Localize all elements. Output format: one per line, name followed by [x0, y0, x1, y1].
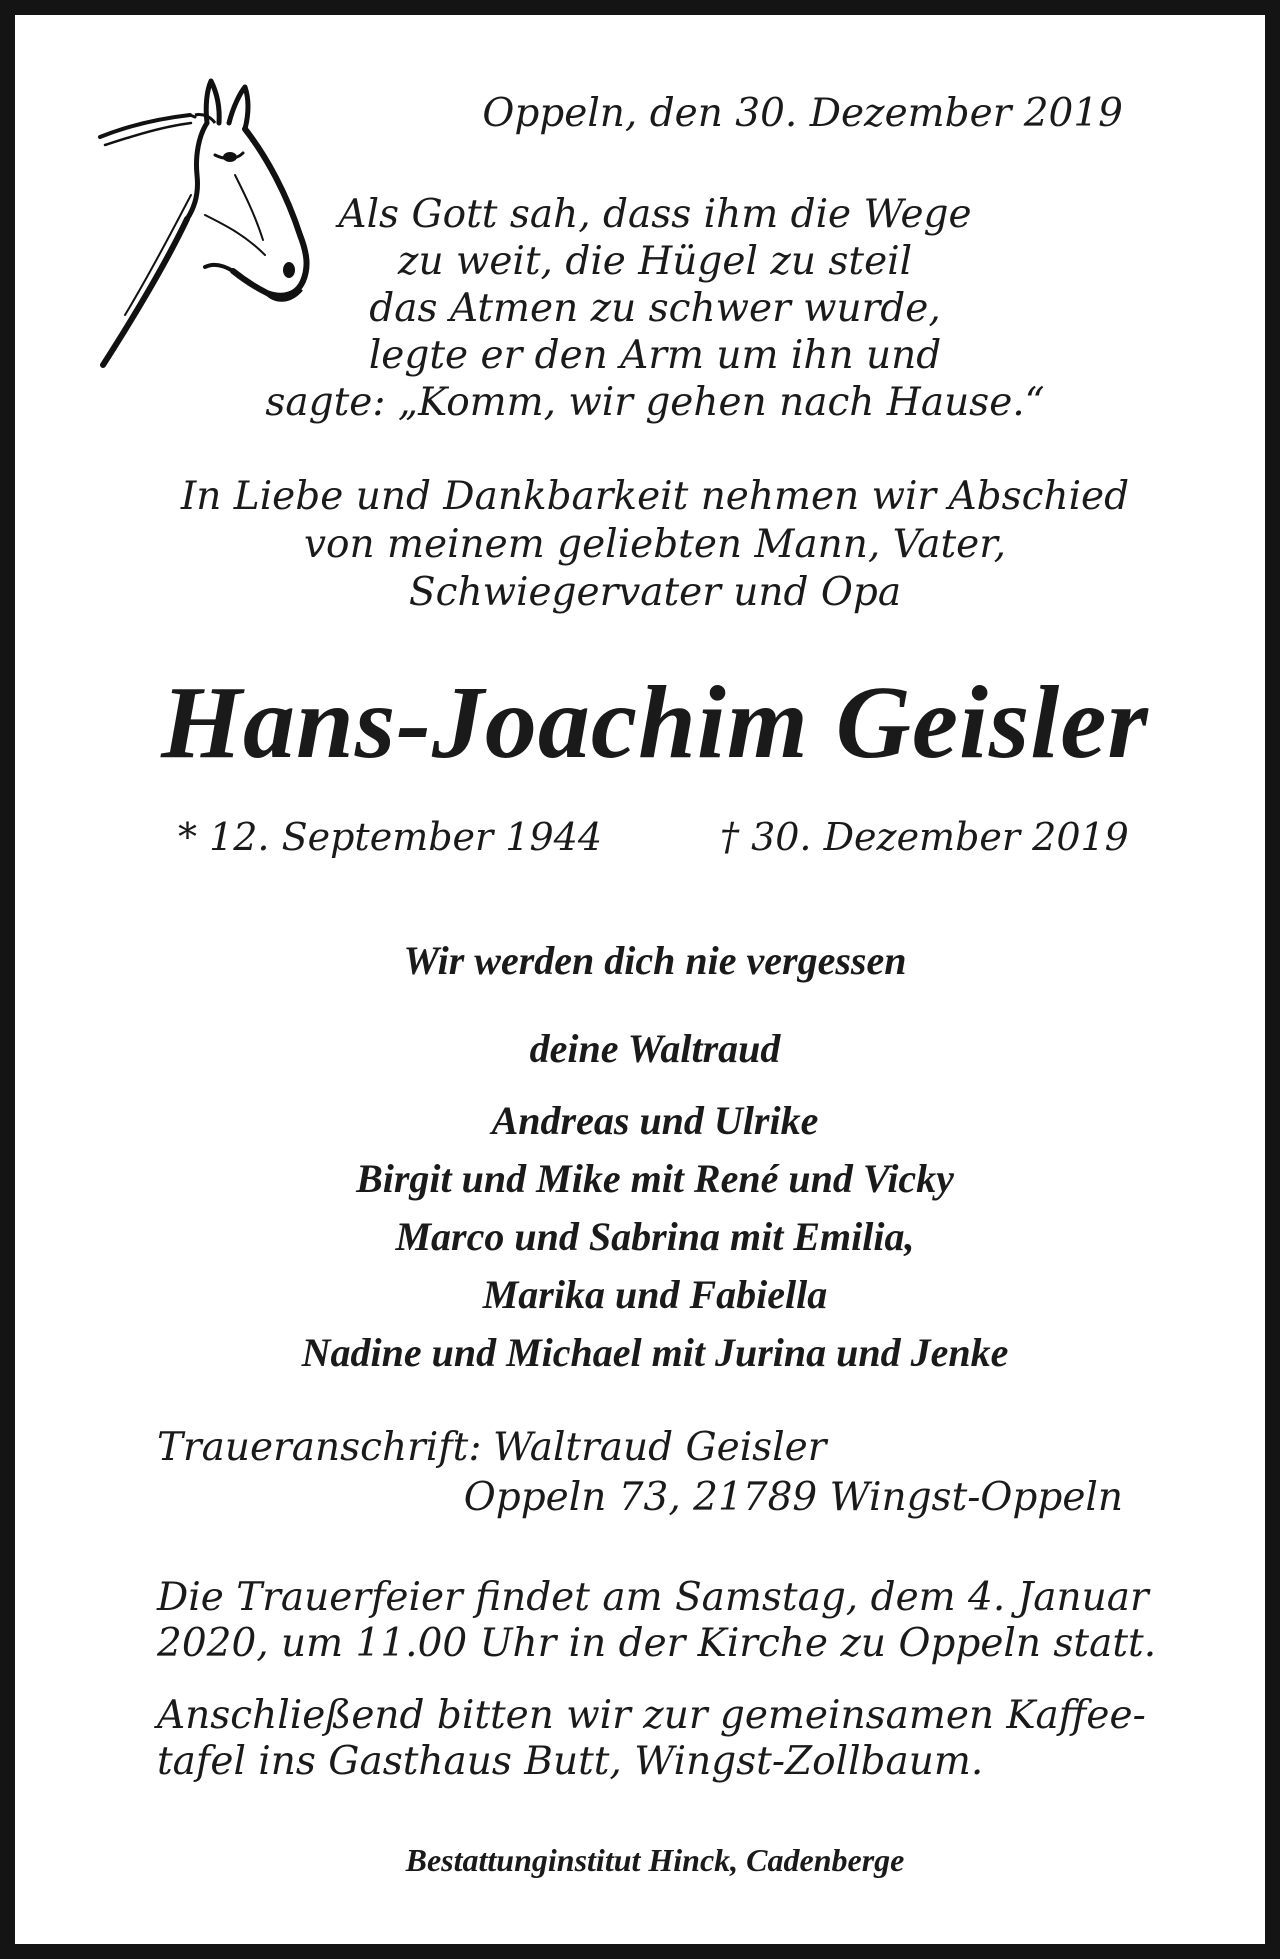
birth-date: * 12. September 1944 — [178, 815, 602, 859]
mourner-wife: deine Waltraud — [529, 1026, 781, 1071]
deceased-name: Hans-Joachim Geisler — [161, 665, 1149, 780]
ceremony-line: 2020, um 11.00 Uhr in der Kirche zu Oppeln statt. — [157, 1621, 1157, 1666]
address-name: Waltraud Geisler — [493, 1425, 827, 1470]
coffee-line: tafel ins Gasthaus Butt, Wingst-Zollbaum. — [157, 1739, 984, 1784]
poem-line: sagte: „Komm, wir gehen nach Hause.“ — [265, 380, 1045, 425]
address-label: Traueranschrift: — [157, 1425, 482, 1470]
address-street: Oppeln 73, 21789 Wingst-Oppeln — [463, 1475, 1123, 1520]
mourner-line: Marco und Sabrina mit Emilia, — [395, 1214, 915, 1259]
intro-line: In Liebe und Dankbarkeit nehmen wir Abschied — [180, 474, 1130, 519]
coffee-line: Anschließend bitten wir zur gemeinsamen Kaffee- — [157, 1693, 1146, 1738]
ceremony-line: Die Trauerfeier findet am Samstag, dem 4. Januar — [157, 1575, 1149, 1620]
mourner-line: Nadine und Michael mit Jurina und Jenke — [301, 1330, 1009, 1375]
mourner-line: Marika und Fabiella — [482, 1272, 828, 1317]
poem — [255, 191, 1055, 426]
intro-line: von meinem geliebten Mann, Vater, — [304, 522, 1006, 567]
poem-line: zu weit, die Hügel zu steil — [397, 239, 913, 284]
poem-line: legte er den Arm um ihn und — [368, 333, 942, 378]
place-date-line: Oppeln, den 30. Dezember 2019 — [482, 91, 1123, 136]
poem-line: das Atmen zu schwer wurde, — [369, 286, 941, 331]
funeral-home-credit: Bestattunginstitut Hinck, Cadenberge — [405, 1842, 905, 1878]
mourner-line: Birgit und Mike mit René und Vicky — [356, 1156, 954, 1201]
intro-line: Schwiegervater und Opa — [408, 570, 902, 615]
mourner-line: Andreas und Ulrike — [491, 1098, 819, 1143]
coffee-reception-notice — [157, 1693, 1157, 1785]
mourner-family-list — [55, 1092, 1255, 1382]
poem-line: Als Gott sah, dass ihm die Wege — [338, 192, 972, 237]
memorial-motto: Wir werden dich nie vergessen — [403, 938, 907, 983]
farewell-intro — [105, 473, 1205, 617]
death-date: † 30. Dezember 2019 — [720, 815, 1129, 859]
ceremony-notice — [157, 1575, 1157, 1667]
